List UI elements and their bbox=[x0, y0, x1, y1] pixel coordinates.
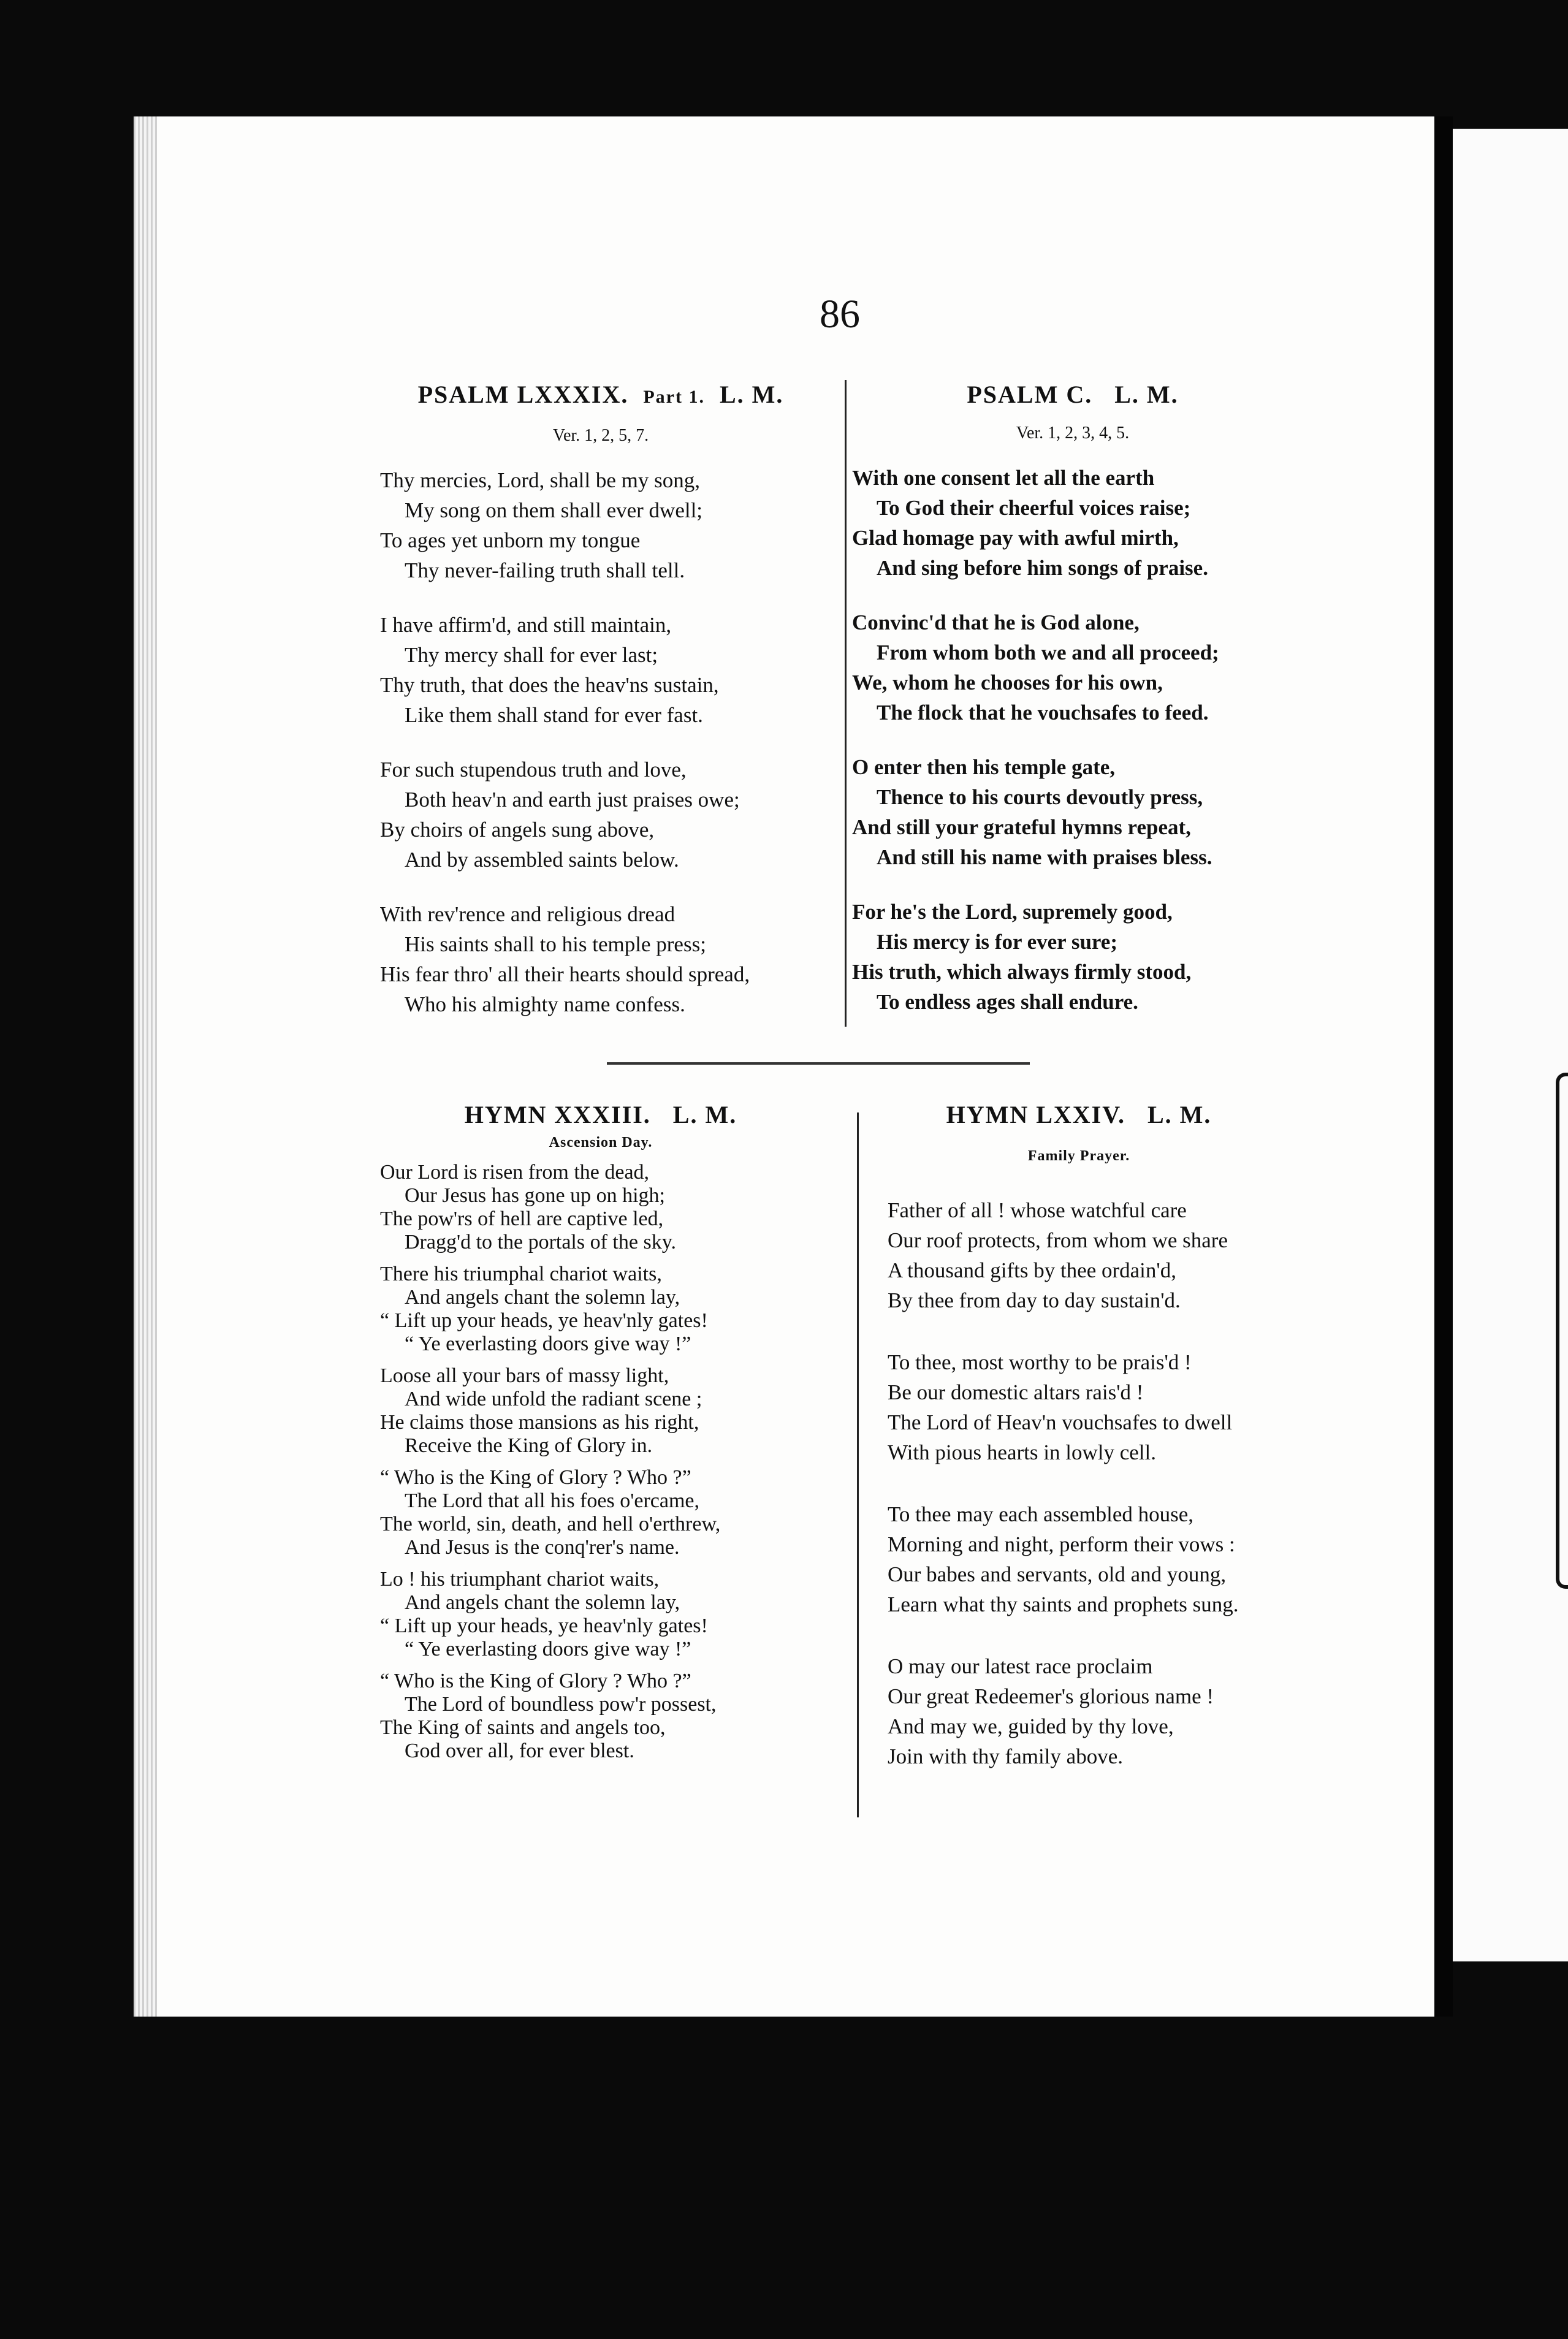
stanza bbox=[852, 463, 1293, 583]
stanza bbox=[380, 1670, 821, 1763]
verse-line: And wide unfold the radiant scene ; bbox=[405, 1388, 702, 1410]
verse-line: Our Jesus has gone up on high; bbox=[405, 1184, 665, 1207]
verse-line: And Jesus is the conq'rer's name. bbox=[405, 1536, 680, 1559]
verse-line: Join with thy family above. bbox=[888, 1744, 1123, 1768]
verse-line: Our roof protects, from whom we share bbox=[888, 1228, 1228, 1252]
verse-line: The pow'rs of hell are captive led, bbox=[380, 1208, 664, 1230]
verse-line: Thy mercy shall for ever last; bbox=[405, 643, 658, 667]
verse-line: To endless ages shall endure. bbox=[877, 990, 1138, 1014]
verse-line: And angels chant the solemn lay, bbox=[405, 1591, 680, 1614]
verse-line: For such stupendous truth and love, bbox=[380, 758, 687, 782]
verse-line: Loose all your bars of massy light, bbox=[380, 1364, 669, 1387]
stanza bbox=[380, 1466, 821, 1559]
verse-line: By thee from day to day sustain'd. bbox=[888, 1288, 1181, 1312]
gutter-shadow bbox=[1434, 116, 1453, 2017]
stanza bbox=[888, 1195, 1300, 1315]
verse-line: His truth, which always firmly stood, bbox=[852, 960, 1192, 984]
verse-line: My song on them shall ever dwell; bbox=[405, 498, 703, 522]
verse-line: With rev'rence and religious dread bbox=[380, 902, 676, 926]
verse-line: Receive the King of Glory in. bbox=[405, 1434, 653, 1457]
verse-line: Glad homage pay with awful mirth, bbox=[852, 526, 1179, 550]
verse-line: Father of all ! whose watchful care bbox=[888, 1198, 1187, 1222]
hymn-33-subtitle: Ascension Day. bbox=[549, 1135, 653, 1150]
verse-line: Be our domestic altars rais'd ! bbox=[888, 1380, 1144, 1404]
verse-line: From whom both we and all proceed; bbox=[877, 641, 1219, 664]
verse-line: To ages yet unborn my tongue bbox=[380, 528, 641, 552]
verse-line: To thee may each assembled house, bbox=[888, 1502, 1194, 1526]
stanza bbox=[380, 899, 821, 1019]
hymn-33-column bbox=[380, 1097, 821, 1771]
verse-line: The Lord that all his foes o'ercame, bbox=[405, 1489, 699, 1512]
verse-line: “ Lift up your heads, ye heav'nly gates! bbox=[380, 1309, 708, 1332]
verse-line: Thy never-failing truth shall tell. bbox=[405, 558, 685, 582]
verse-line: To God their cheerful voices raise; bbox=[877, 496, 1191, 520]
verse-line: God over all, for ever blest. bbox=[405, 1740, 634, 1762]
hymn-74-column bbox=[858, 1097, 1300, 1803]
stanza bbox=[380, 1364, 821, 1458]
column-divider-top bbox=[845, 380, 847, 1027]
stanza bbox=[852, 607, 1293, 728]
stanza bbox=[380, 1568, 821, 1661]
hymn-74-meter: L. M. bbox=[1147, 1101, 1212, 1128]
stanza bbox=[888, 1347, 1300, 1467]
verse-line: “ Lift up your heads, ye heav'nly gates! bbox=[380, 1614, 708, 1637]
stanza bbox=[888, 1499, 1300, 1619]
stanza bbox=[380, 465, 821, 585]
hymn-33-title: HYMN XXXIII. bbox=[464, 1101, 651, 1128]
verse-line: Learn what thy saints and prophets sung. bbox=[888, 1592, 1239, 1616]
verse-line: The Lord of Heav'n vouchsafes to dwell bbox=[888, 1410, 1233, 1434]
stanza bbox=[380, 1161, 821, 1254]
verse-line: I have affirm'd, and still maintain, bbox=[380, 613, 672, 637]
verse-line: And still his name with praises bless. bbox=[877, 845, 1212, 869]
page-edge bbox=[134, 116, 157, 2017]
stanza bbox=[380, 610, 821, 730]
verse-line: Our Lord is risen from the dead, bbox=[380, 1161, 650, 1184]
verse-line: Thy mercies, Lord, shall be my song, bbox=[380, 468, 700, 492]
verse-line: “ Who is the King of Glory ? Who ?” bbox=[380, 1466, 691, 1489]
hymn-33-heading bbox=[380, 1097, 821, 1133]
verse-line: With one consent let all the earth bbox=[852, 466, 1155, 490]
psalm-100-heading bbox=[852, 377, 1293, 413]
section-divider bbox=[607, 1062, 1030, 1065]
verse-line: The flock that he vouchsafes to feed. bbox=[877, 701, 1209, 725]
verse-line: Thence to his courts devoutly press, bbox=[877, 785, 1203, 809]
verse-line: The King of saints and angels too, bbox=[380, 1716, 666, 1739]
psalm-100-meter: L. M. bbox=[1114, 381, 1179, 408]
hymn-74-heading bbox=[858, 1097, 1300, 1133]
verse-line: “ Ye everlasting doors give way !” bbox=[405, 1333, 691, 1355]
stanza bbox=[888, 1651, 1300, 1771]
verse-line: And may we, guided by thy love, bbox=[888, 1714, 1174, 1738]
verse-line: He claims those mansions as his right, bbox=[380, 1411, 699, 1434]
hymn-74-title: HYMN LXXIV. bbox=[946, 1101, 1125, 1128]
psalm-100-title: PSALM C. bbox=[967, 381, 1093, 408]
verse-line: O may our latest race proclaim bbox=[888, 1654, 1153, 1678]
stanza bbox=[852, 897, 1293, 1017]
verse-line: Dragg'd to the portals of the sky. bbox=[405, 1231, 676, 1253]
verse-line: And by assembled saints below. bbox=[405, 848, 679, 872]
verse-line: Our babes and servants, old and young, bbox=[888, 1562, 1227, 1586]
page-number: 86 bbox=[820, 292, 860, 337]
stanza bbox=[380, 755, 821, 875]
psalm-89-column bbox=[380, 377, 821, 1044]
verse-line: His mercy is for ever sure; bbox=[877, 930, 1117, 954]
psalm-89-heading bbox=[380, 377, 821, 415]
verse-line: A thousand gifts by thee ordain'd, bbox=[888, 1258, 1176, 1282]
psalm-89-meter: L. M. bbox=[720, 381, 784, 408]
verse-line: Lo ! his triumphant chariot waits, bbox=[380, 1568, 660, 1591]
verse-line: O enter then his temple gate, bbox=[852, 755, 1116, 779]
psalm-100-column bbox=[852, 377, 1293, 1041]
adjacent-page-ornament bbox=[1556, 1073, 1568, 1589]
verse-line: To thee, most worthy to be prais'd ! bbox=[888, 1350, 1192, 1374]
verse-line: Like them shall stand for ever fast. bbox=[405, 703, 703, 727]
verse-line: We, whom he chooses for his own, bbox=[852, 671, 1163, 694]
verse-line: Who his almighty name confess. bbox=[405, 992, 685, 1016]
verse-line: The Lord of boundless pow'r possest, bbox=[405, 1693, 717, 1716]
verse-line: There his triumphal chariot waits, bbox=[380, 1263, 662, 1285]
stanza bbox=[380, 1263, 821, 1356]
verse-line: Morning and night, perform their vows : bbox=[888, 1532, 1235, 1556]
verse-line: For he's the Lord, supremely good, bbox=[852, 900, 1173, 924]
verse-line: “ Ye everlasting doors give way !” bbox=[405, 1638, 691, 1660]
stanza bbox=[852, 752, 1293, 872]
verse-line: “ Who is the King of Glory ? Who ?” bbox=[380, 1670, 691, 1692]
verse-line: Convinc'd that he is God alone, bbox=[852, 610, 1140, 634]
verse-line: His fear thro' all their hearts should spread, bbox=[380, 962, 750, 986]
psalm-89-part: Part 1. bbox=[643, 387, 705, 407]
hymn-74-subtitle: Family Prayer. bbox=[1027, 1148, 1130, 1164]
verse-line: Our great Redeemer's glorious name ! bbox=[888, 1684, 1214, 1708]
verse-line: With pious hearts in lowly cell. bbox=[888, 1440, 1156, 1464]
psalm-89-title: PSALM LXXXIX. bbox=[417, 381, 629, 408]
hymn-74-body bbox=[858, 1195, 1300, 1771]
verse-line: The world, sin, death, and hell o'erthrew, bbox=[380, 1513, 721, 1535]
hymn-33-meter: L. M. bbox=[672, 1101, 737, 1128]
adjacent-page bbox=[1453, 129, 1568, 1961]
psalm-100-verses: Ver. 1, 2, 3, 4, 5. bbox=[1016, 424, 1130, 443]
verse-line: Thy truth, that does the heav'ns sustain, bbox=[380, 673, 719, 697]
verse-line: Both heav'n and earth just praises owe; bbox=[405, 788, 740, 812]
verse-line: By choirs of angels sung above, bbox=[380, 818, 655, 842]
verse-line: And sing before him songs of praise. bbox=[877, 556, 1208, 580]
psalm-89-verses: Ver. 1, 2, 5, 7. bbox=[552, 426, 649, 445]
verse-line: And angels chant the solemn lay, bbox=[405, 1286, 680, 1309]
verse-line: And still your grateful hymns repeat, bbox=[852, 815, 1191, 839]
verse-line: His saints shall to his temple press; bbox=[405, 932, 706, 956]
